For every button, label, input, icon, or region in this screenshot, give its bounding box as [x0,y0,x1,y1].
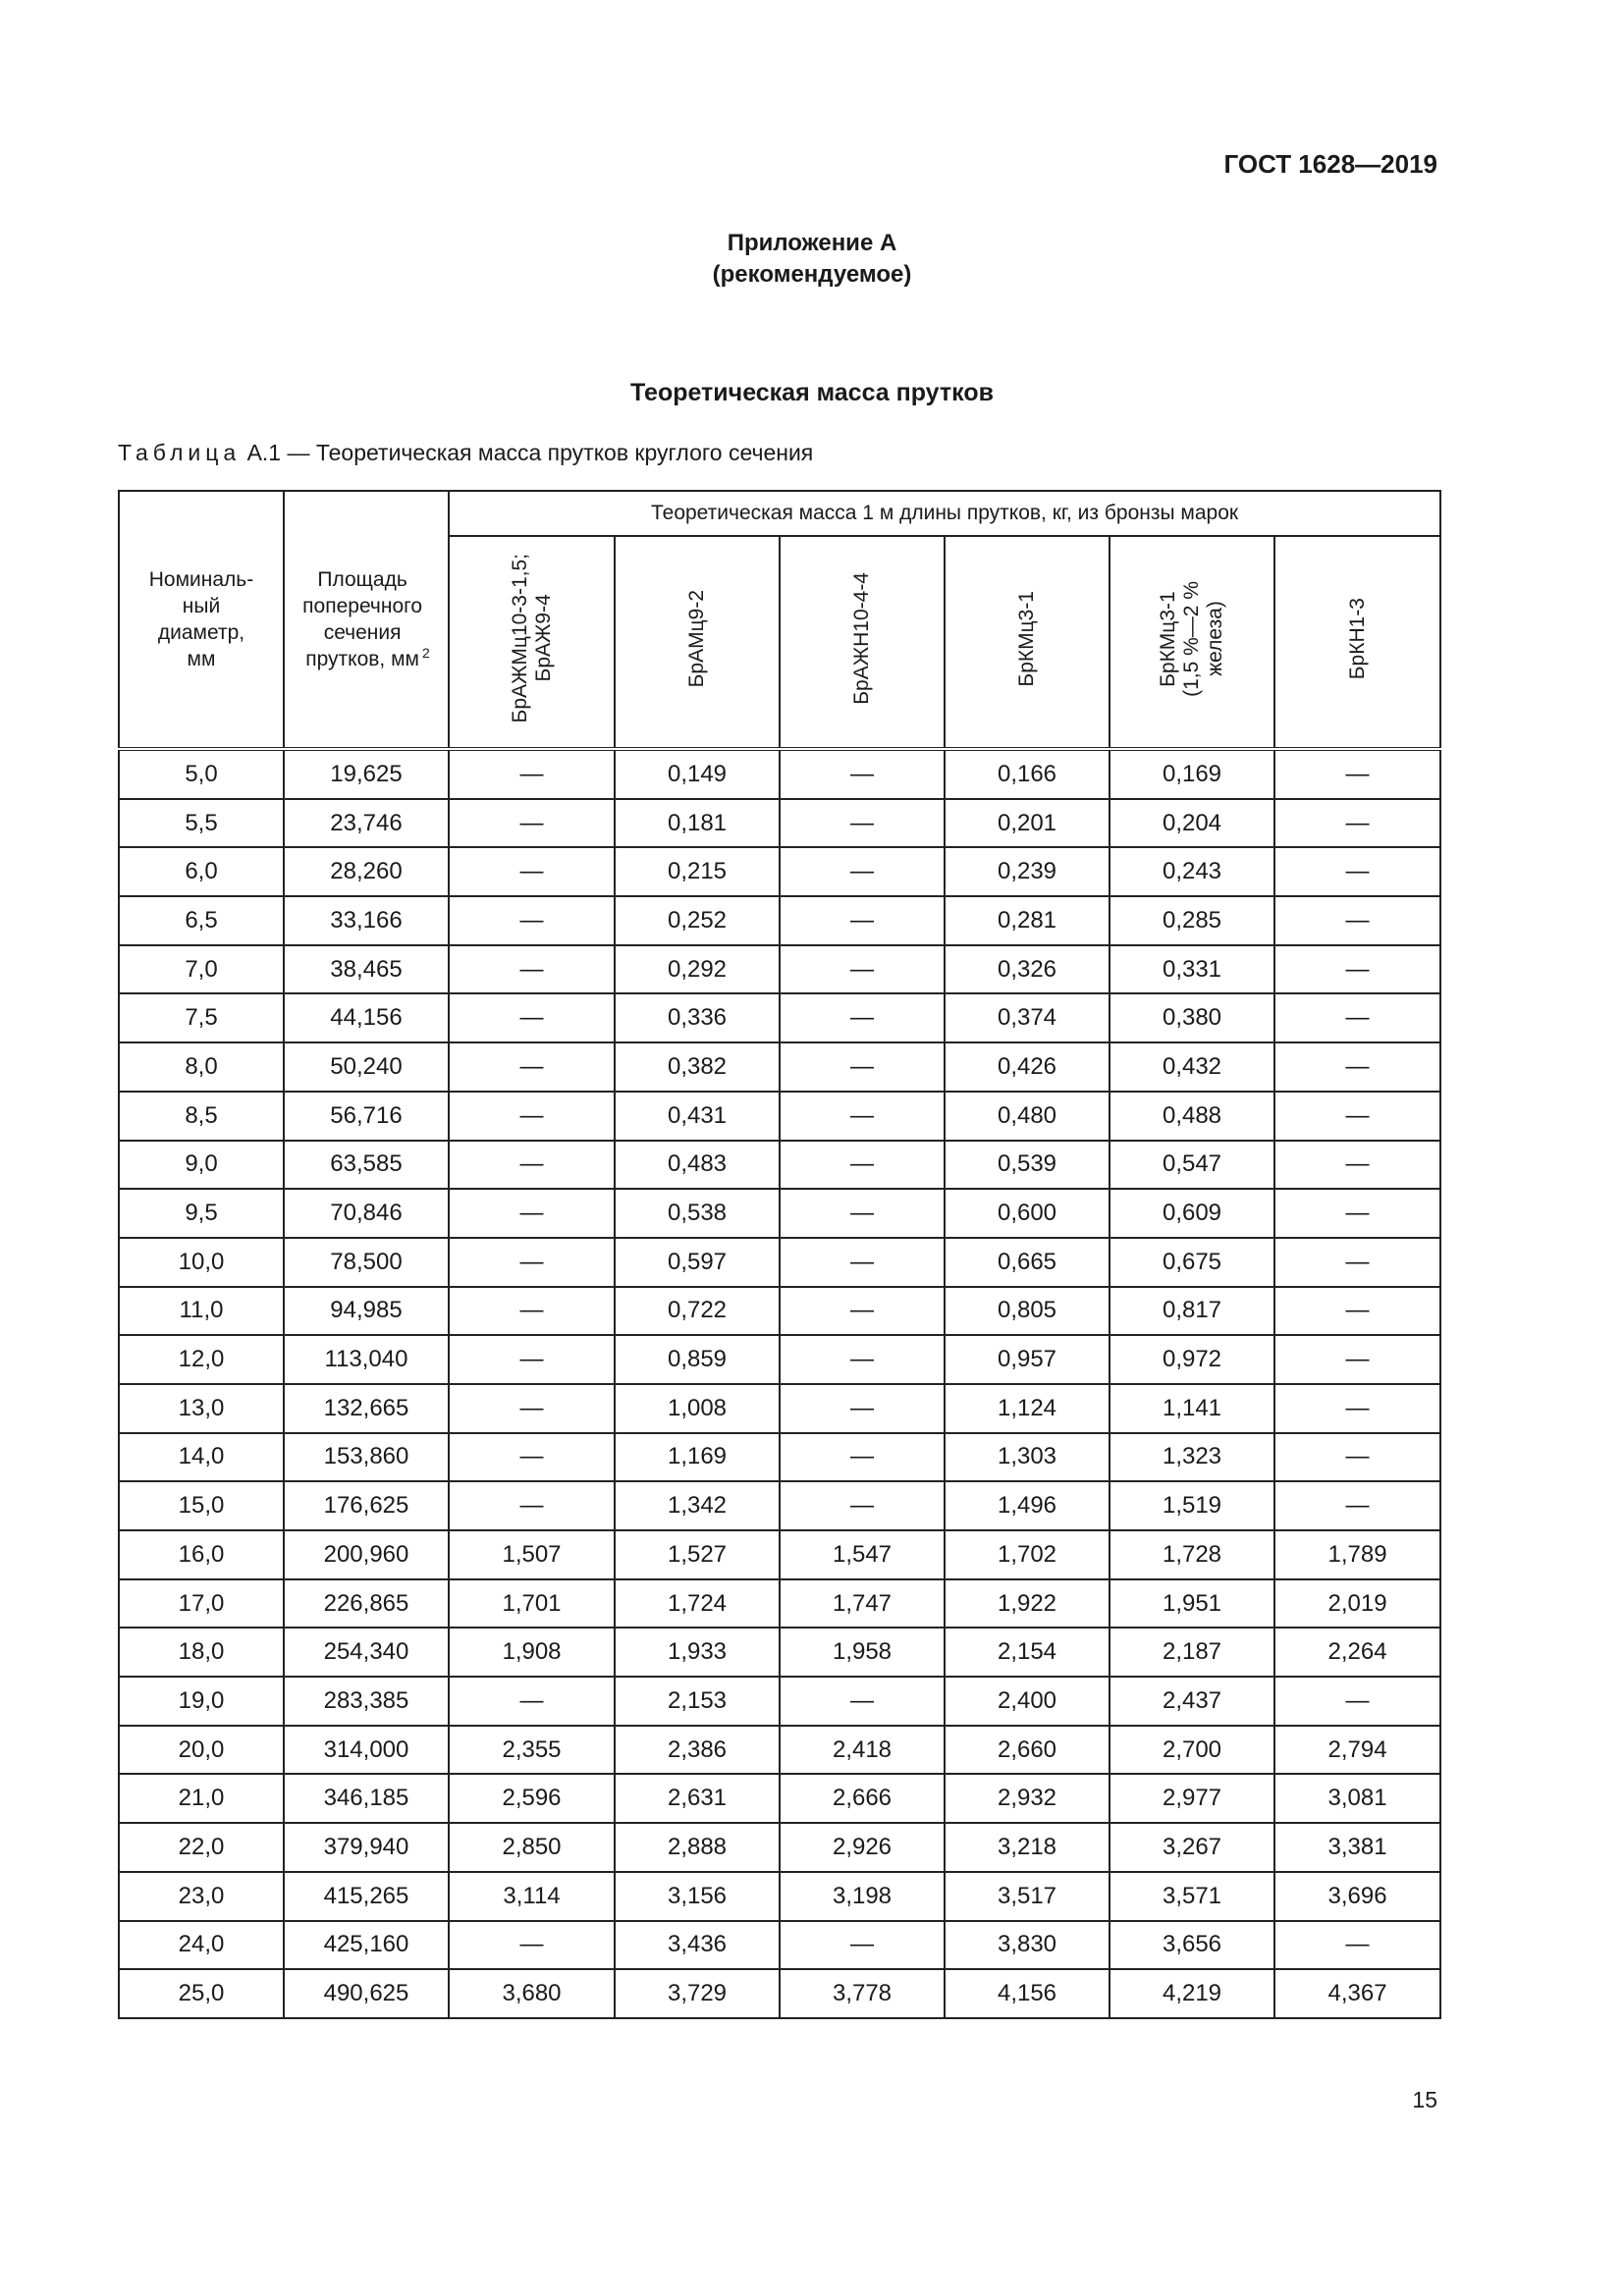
cell-mass: 2,187 [1110,1628,1274,1677]
cell-mass: 1,527 [615,1530,780,1579]
cell-mass: — [449,749,615,799]
cell-area: 56,716 [284,1092,449,1141]
cell-mass: 3,267 [1110,1823,1274,1872]
cell-diameter: 6,0 [119,847,284,896]
table-row [119,1092,1440,1141]
cell-mass: 3,656 [1110,1921,1274,1970]
header-grade [449,536,615,749]
header-grade-label: БрАЖМц10-3-1,5; БрАЖ9-4 [508,554,555,723]
cell-area: 94,985 [284,1287,449,1336]
cell-mass: — [449,799,615,848]
table-row [119,1774,1440,1823]
cell-mass: — [449,1238,615,1287]
cell-mass: — [780,799,945,848]
table-row [119,847,1440,896]
cell-mass: 2,153 [615,1677,780,1726]
annex-title: Приложение А [727,230,897,256]
cell-mass: 3,436 [615,1921,780,1970]
cell-mass: 0,538 [615,1189,780,1238]
cell-mass: — [1274,945,1440,994]
table-row [119,945,1440,994]
header-grade [1274,536,1440,749]
table-row [119,1287,1440,1336]
cell-diameter: 7,0 [119,945,284,994]
cell-mass: 0,374 [945,993,1110,1042]
cell-mass: — [1274,1433,1440,1482]
section-title: Теоретическая масса прутков [630,379,994,406]
cell-mass: — [780,1141,945,1190]
cell-mass: 3,696 [1274,1872,1440,1921]
cell-mass: — [449,1141,615,1190]
cell-mass: 0,382 [615,1042,780,1092]
cell-mass: 0,483 [615,1141,780,1190]
cell-diameter: 23,0 [119,1872,284,1921]
cell-mass: 0,380 [1110,993,1274,1042]
cell-mass: 1,323 [1110,1433,1274,1482]
table-row [119,1335,1440,1384]
cell-mass: 2,660 [945,1726,1110,1775]
cell-mass: — [780,1677,945,1726]
cell-area: 379,940 [284,1823,449,1872]
cell-mass: 1,342 [615,1481,780,1530]
cell-mass: — [449,1287,615,1336]
mass-table [118,490,1441,2019]
cell-mass: 1,507 [449,1530,615,1579]
cell-diameter: 17,0 [119,1579,284,1629]
cell-mass: 0,859 [615,1335,780,1384]
cell-diameter: 19,0 [119,1677,284,1726]
cell-mass: 2,019 [1274,1579,1440,1629]
cell-mass: 2,888 [615,1823,780,1872]
table-body [119,749,1440,2018]
cell-mass: — [449,847,615,896]
cell-mass: — [449,1092,615,1141]
cell-mass: — [780,847,945,896]
cell-mass: — [780,945,945,994]
cell-mass: 1,496 [945,1481,1110,1530]
table-row [119,896,1440,945]
cell-area: 33,166 [284,896,449,945]
cell-mass: 1,008 [615,1384,780,1433]
cell-area: 19,625 [284,749,449,799]
cell-mass: — [1274,749,1440,799]
cell-mass: 3,517 [945,1872,1110,1921]
table-row [119,1726,1440,1775]
header-diameter: Номиналь- ный диаметр, мм [119,491,284,749]
cell-mass: 0,817 [1110,1287,1274,1336]
cell-mass: 0,326 [945,945,1110,994]
cell-mass: 0,432 [1110,1042,1274,1092]
cell-area: 346,185 [284,1774,449,1823]
table-row [119,1579,1440,1629]
cell-mass: 0,285 [1110,896,1274,945]
cell-mass: 0,488 [1110,1092,1274,1141]
cell-mass: 4,156 [945,1969,1110,2018]
cell-mass: — [780,1481,945,1530]
cell-mass: 0,597 [615,1238,780,1287]
cell-area: 176,625 [284,1481,449,1530]
cell-mass: 0,722 [615,1287,780,1336]
cell-area: 50,240 [284,1042,449,1092]
table-row [119,1433,1440,1482]
cell-mass: 2,355 [449,1726,615,1775]
cell-area: 113,040 [284,1335,449,1384]
cell-mass: — [1274,1189,1440,1238]
cell-diameter: 21,0 [119,1774,284,1823]
header-grade-label: БрКМц3-1 [1015,590,1038,687]
cell-area: 78,500 [284,1238,449,1287]
cell-mass: 1,933 [615,1628,780,1677]
cell-mass: 0,166 [945,749,1110,799]
cell-diameter: 24,0 [119,1921,284,1970]
cell-mass: — [1274,1287,1440,1336]
cell-mass: 3,156 [615,1872,780,1921]
cell-mass: 1,303 [945,1433,1110,1482]
cell-mass: 0,292 [615,945,780,994]
table-row [119,1481,1440,1530]
cell-mass: 4,367 [1274,1969,1440,2018]
cell-mass: — [780,749,945,799]
cell-diameter: 5,0 [119,749,284,799]
cell-diameter: 10,0 [119,1238,284,1287]
cell-mass: 2,154 [945,1628,1110,1677]
table-row [119,1921,1440,1970]
table-row [119,993,1440,1042]
cell-mass: 3,571 [1110,1872,1274,1921]
cell-mass: 2,926 [780,1823,945,1872]
cell-area: 490,625 [284,1969,449,2018]
cell-diameter: 8,5 [119,1092,284,1141]
cell-mass: 2,437 [1110,1677,1274,1726]
cell-mass: — [780,896,945,945]
cell-area: 132,665 [284,1384,449,1433]
cell-mass: — [780,1287,945,1336]
table-row [119,749,1440,799]
cell-area: 226,865 [284,1579,449,1629]
cell-mass: 0,169 [1110,749,1274,799]
cell-mass: — [449,1677,615,1726]
header-grade [1110,536,1274,749]
table-row [119,799,1440,848]
cell-mass: — [1274,1384,1440,1433]
cell-mass: 1,169 [615,1433,780,1482]
table-row [119,1872,1440,1921]
cell-mass: 0,215 [615,847,780,896]
cell-mass: — [1274,1677,1440,1726]
cell-mass: — [449,993,615,1042]
cell-area: 63,585 [284,1141,449,1190]
cell-diameter: 9,5 [119,1189,284,1238]
cell-diameter: 16,0 [119,1530,284,1579]
table-row [119,1141,1440,1190]
cell-mass: — [1274,1141,1440,1190]
table-row [119,1677,1440,1726]
cell-mass: 3,381 [1274,1823,1440,1872]
cell-mass: — [1274,1238,1440,1287]
header-grade [945,536,1110,749]
cell-diameter: 7,5 [119,993,284,1042]
cell-mass: 0,547 [1110,1141,1274,1190]
table-row [119,1530,1440,1579]
cell-mass: 1,702 [945,1530,1110,1579]
cell-mass: 1,728 [1110,1530,1274,1579]
cell-mass: — [449,1921,615,1970]
cell-mass: 1,789 [1274,1530,1440,1579]
cell-mass: 2,977 [1110,1774,1274,1823]
cell-area: 200,960 [284,1530,449,1579]
cell-area: 28,260 [284,847,449,896]
cell-diameter: 12,0 [119,1335,284,1384]
cell-mass: — [449,945,615,994]
cell-area: 38,465 [284,945,449,994]
cell-mass: — [449,1335,615,1384]
cell-mass: — [449,1189,615,1238]
cell-mass: 1,951 [1110,1579,1274,1629]
cell-mass: 1,141 [1110,1384,1274,1433]
cell-mass: 2,400 [945,1677,1110,1726]
cell-mass: 2,631 [615,1774,780,1823]
cell-mass: — [780,1092,945,1141]
cell-diameter: 11,0 [119,1287,284,1336]
header-grade-label: БрКМц3-1 (1,5 %—2 % железа) [1157,580,1226,697]
cell-mass: — [449,1433,615,1482]
cell-mass: 0,336 [615,993,780,1042]
header-grade-label: БрАЖН10-4-4 [850,572,873,705]
table-row [119,1969,1440,2018]
cell-area: 44,156 [284,993,449,1042]
cell-mass: 3,114 [449,1872,615,1921]
cell-mass: 2,700 [1110,1726,1274,1775]
cell-mass: 0,204 [1110,799,1274,848]
cell-mass: 0,972 [1110,1335,1274,1384]
cell-area: 283,385 [284,1677,449,1726]
cell-mass: — [449,896,615,945]
cell-diameter: 15,0 [119,1481,284,1530]
cell-mass: 2,386 [615,1726,780,1775]
cell-mass: 1,519 [1110,1481,1274,1530]
header-area: Площадь поперечного сечения прутков, мм $^2$ [284,491,449,749]
cell-mass: 3,778 [780,1969,945,2018]
annex-status: (рекомендуемое) [712,261,912,288]
table-row [119,1189,1440,1238]
cell-mass: 1,724 [615,1579,780,1629]
cell-mass: — [1274,1092,1440,1141]
cell-area: 23,746 [284,799,449,848]
cell-diameter: 8,0 [119,1042,284,1092]
cell-mass: 3,680 [449,1969,615,2018]
table-row [119,1628,1440,1677]
cell-area: 415,265 [284,1872,449,1921]
cell-mass: 0,600 [945,1189,1110,1238]
cell-mass: — [449,1042,615,1092]
cell-mass: 2,850 [449,1823,615,1872]
cell-mass: — [449,1481,615,1530]
cell-mass: 0,539 [945,1141,1110,1190]
cell-mass: 0,609 [1110,1189,1274,1238]
cell-mass: 2,932 [945,1774,1110,1823]
cell-mass: 0,331 [1110,945,1274,994]
cell-mass: 1,547 [780,1530,945,1579]
cell-mass: 3,198 [780,1872,945,1921]
cell-mass: — [1274,993,1440,1042]
cell-mass: 0,431 [615,1092,780,1141]
cell-mass: — [780,1335,945,1384]
table-caption-text: А.1 — Теоретическая масса прутков круглого сечения [246,440,814,465]
cell-mass: 3,830 [945,1921,1110,1970]
page-number: 15 [1412,2087,1437,2112]
cell-mass: 1,124 [945,1384,1110,1433]
cell-diameter: 20,0 [119,1726,284,1775]
cell-mass: 0,201 [945,799,1110,848]
cell-diameter: 9,0 [119,1141,284,1190]
header-grade [615,536,780,749]
table-row [119,1823,1440,1872]
cell-mass: 1,747 [780,1579,945,1629]
cell-mass: 0,957 [945,1335,1110,1384]
cell-diameter: 14,0 [119,1433,284,1482]
cell-area: 314,000 [284,1726,449,1775]
cell-area: 425,160 [284,1921,449,1970]
cell-mass: 3,729 [615,1969,780,2018]
cell-mass: — [1274,1921,1440,1970]
cell-diameter: 25,0 [119,1969,284,2018]
cell-mass: 0,675 [1110,1238,1274,1287]
cell-mass: 0,805 [945,1287,1110,1336]
header-grade-label: БрКН1-3 [1345,597,1369,680]
cell-mass: — [449,1384,615,1433]
cell-diameter: 6,5 [119,896,284,945]
cell-mass: 0,665 [945,1238,1110,1287]
header-area-sup: 2 [422,645,430,661]
cell-mass: 2,794 [1274,1726,1440,1775]
cell-mass: 2,666 [780,1774,945,1823]
cell-mass: 0,149 [615,749,780,799]
cell-diameter: 22,0 [119,1823,284,1872]
cell-mass: — [1274,1335,1440,1384]
table-caption [118,440,813,466]
table-caption-label: Таблица [118,440,242,465]
cell-mass: — [1274,896,1440,945]
table-header [119,491,1440,749]
annex-heading [0,228,1624,291]
cell-mass: — [780,993,945,1042]
cell-mass: — [1274,799,1440,848]
cell-mass: 1,958 [780,1628,945,1677]
cell-mass: 0,252 [615,896,780,945]
cell-mass: 3,218 [945,1823,1110,1872]
table-row [119,1238,1440,1287]
cell-area: 70,846 [284,1189,449,1238]
header-grade [780,536,945,749]
cell-mass: 0,243 [1110,847,1274,896]
cell-diameter: 5,5 [119,799,284,848]
cell-mass: 1,908 [449,1628,615,1677]
header-group-mass: Теоретическая масса 1 м длины прутков, кг, из бронзы марок [449,491,1440,536]
standard-number: ГОСТ 1628—2019 [1223,149,1437,179]
cell-mass: 2,418 [780,1726,945,1775]
cell-mass: — [780,1042,945,1092]
cell-diameter: 13,0 [119,1384,284,1433]
cell-area: 153,860 [284,1433,449,1482]
cell-area: 254,340 [284,1628,449,1677]
cell-mass: 2,596 [449,1774,615,1823]
cell-mass: — [780,1189,945,1238]
table-row [119,1384,1440,1433]
cell-mass: — [780,1921,945,1970]
cell-mass: 3,081 [1274,1774,1440,1823]
cell-mass: — [1274,1481,1440,1530]
cell-mass: 0,239 [945,847,1110,896]
cell-mass: — [780,1433,945,1482]
cell-mass: 0,426 [945,1042,1110,1092]
cell-mass: 2,264 [1274,1628,1440,1677]
cell-mass: 0,281 [945,896,1110,945]
cell-mass: — [1274,1042,1440,1092]
table-row [119,1042,1440,1092]
cell-mass: — [780,1238,945,1287]
cell-mass: — [780,1384,945,1433]
cell-mass: 1,701 [449,1579,615,1629]
cell-diameter: 18,0 [119,1628,284,1677]
cell-mass: 4,219 [1110,1969,1274,2018]
cell-mass: 1,922 [945,1579,1110,1629]
cell-mass: 0,480 [945,1092,1110,1141]
cell-mass: 0,181 [615,799,780,848]
cell-mass: — [1274,847,1440,896]
header-grade-label: БрАМц9-2 [685,589,708,688]
